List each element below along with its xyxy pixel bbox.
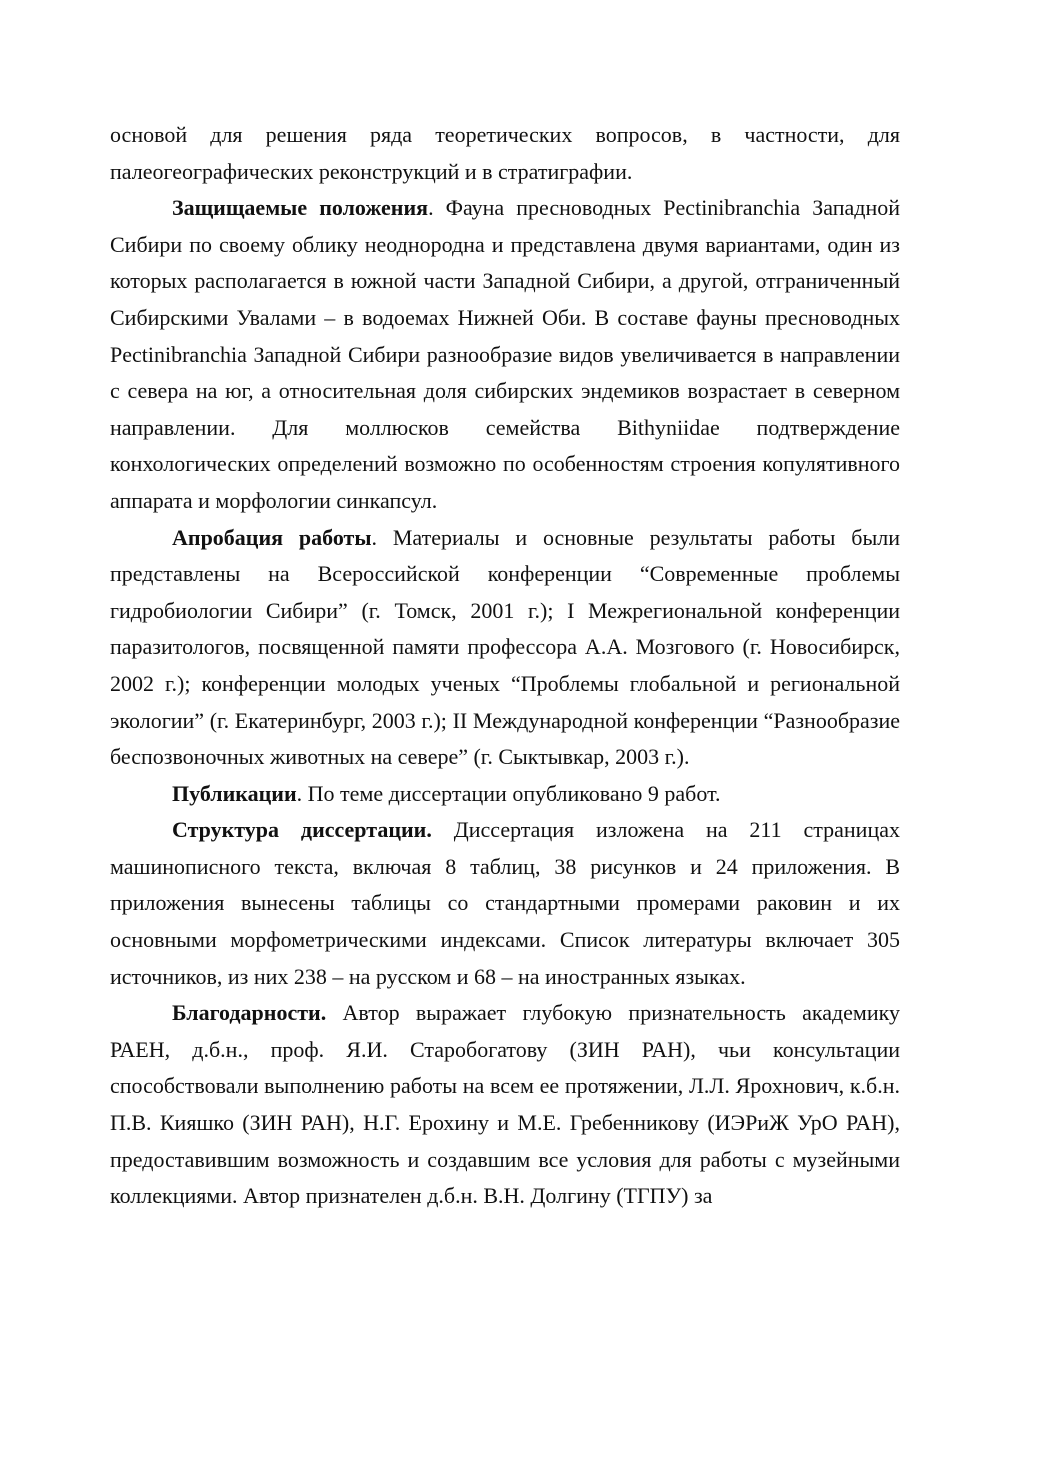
paragraph-heading: Защищаемые положения — [172, 195, 429, 221]
paragraph-heading: Структура диссертации. — [172, 817, 432, 843]
paragraph-publications — [110, 776, 900, 813]
paragraph-intro-continuation — [110, 117, 900, 190]
paragraph-heading: Апробация работы — [172, 524, 372, 550]
paragraph-approbation — [110, 520, 900, 776]
paragraph-body: . По теме диссертации опубликовано 9 работ. — [296, 780, 721, 806]
paragraph-body: Диссертация изложена на 211 страницах машинописного текста, включая 8 таблиц, 38 рисунков и 24 приложения. В приложения вынесены таблицы со стандартными промерами раковин и их основными морфометрическими индексами. Список литературы включает 305 источников, из них 238 – на русском и 68 – на иностранных языках. — [110, 817, 900, 989]
paragraph-structure — [110, 812, 900, 995]
paragraph-body: Автор выражает глубокую признательность академику РАЕН, д.б.н., проф. Я.И. Старобогатову (ЗИН РАН), чьи консультации способствовали выполнению работы на всем ее протяжении, Л.Л. Ярохнович, к.б.н. П.В. Кияшко (ЗИН РАН), Н.Г. Ерохину и М.Е. Гребенникову (ИЭРиЖ УрО РАН), предоставившим возможность и создавшим все условия для работы с музейными коллекциями. Автор признателен д.б.н. В.Н. Долгину (ТГПУ) за — [110, 1000, 900, 1209]
paragraph-body: . Фауна пресноводных Pectinibranchia Западной Сибири по своему облику неоднородна и представлена двумя вариантами, один из которых располагается в южной части Западной Сибири, а другой, отграниченный Сибирскими Увалами – в водоемах Нижней Оби. В составе фауны пресноводных Pectinibranchia Западной Сибири разнообразие видов увеличивается в направлении с севера на юг, а относительная доля сибирских эндемиков возрастает в северном направлении. Для моллюсков семейства Bithyniidae подтверждение конхологических определений возможно по особенностям строения копулятивного аппарата и морфологии синкапсул. — [110, 195, 900, 513]
paragraph-body: основой для решения ряда теоретических вопросов, в частности, для палеогеографических реконструкций и в стратиграфии. — [110, 122, 900, 184]
document-page — [110, 117, 900, 1215]
paragraph-defended-propositions — [110, 190, 900, 519]
paragraph-heading: Публикации — [172, 780, 297, 806]
paragraph-body: . Материалы и основные результаты работы были представлены на Всероссийской конференции “Современные проблемы гидробиологии Сибири” (г. Томск, 2001 г.); I Межрегиональной конференции паразитологов, посвященной памяти профессора А.А. Мозгового (г. Новосибирск, 2002 г.); конференции молодых ученых “Проблемы глобальной и региональной экологии” (г. Екатеринбург, 2003 г.); II Международной конференции “Разнообразие беспозвоночных животных на севере” (г. Сыктывкар, 2003 г.). — [110, 524, 900, 770]
paragraph-heading: Благодарности. — [172, 1000, 327, 1026]
paragraph-acknowledgements — [110, 995, 900, 1215]
